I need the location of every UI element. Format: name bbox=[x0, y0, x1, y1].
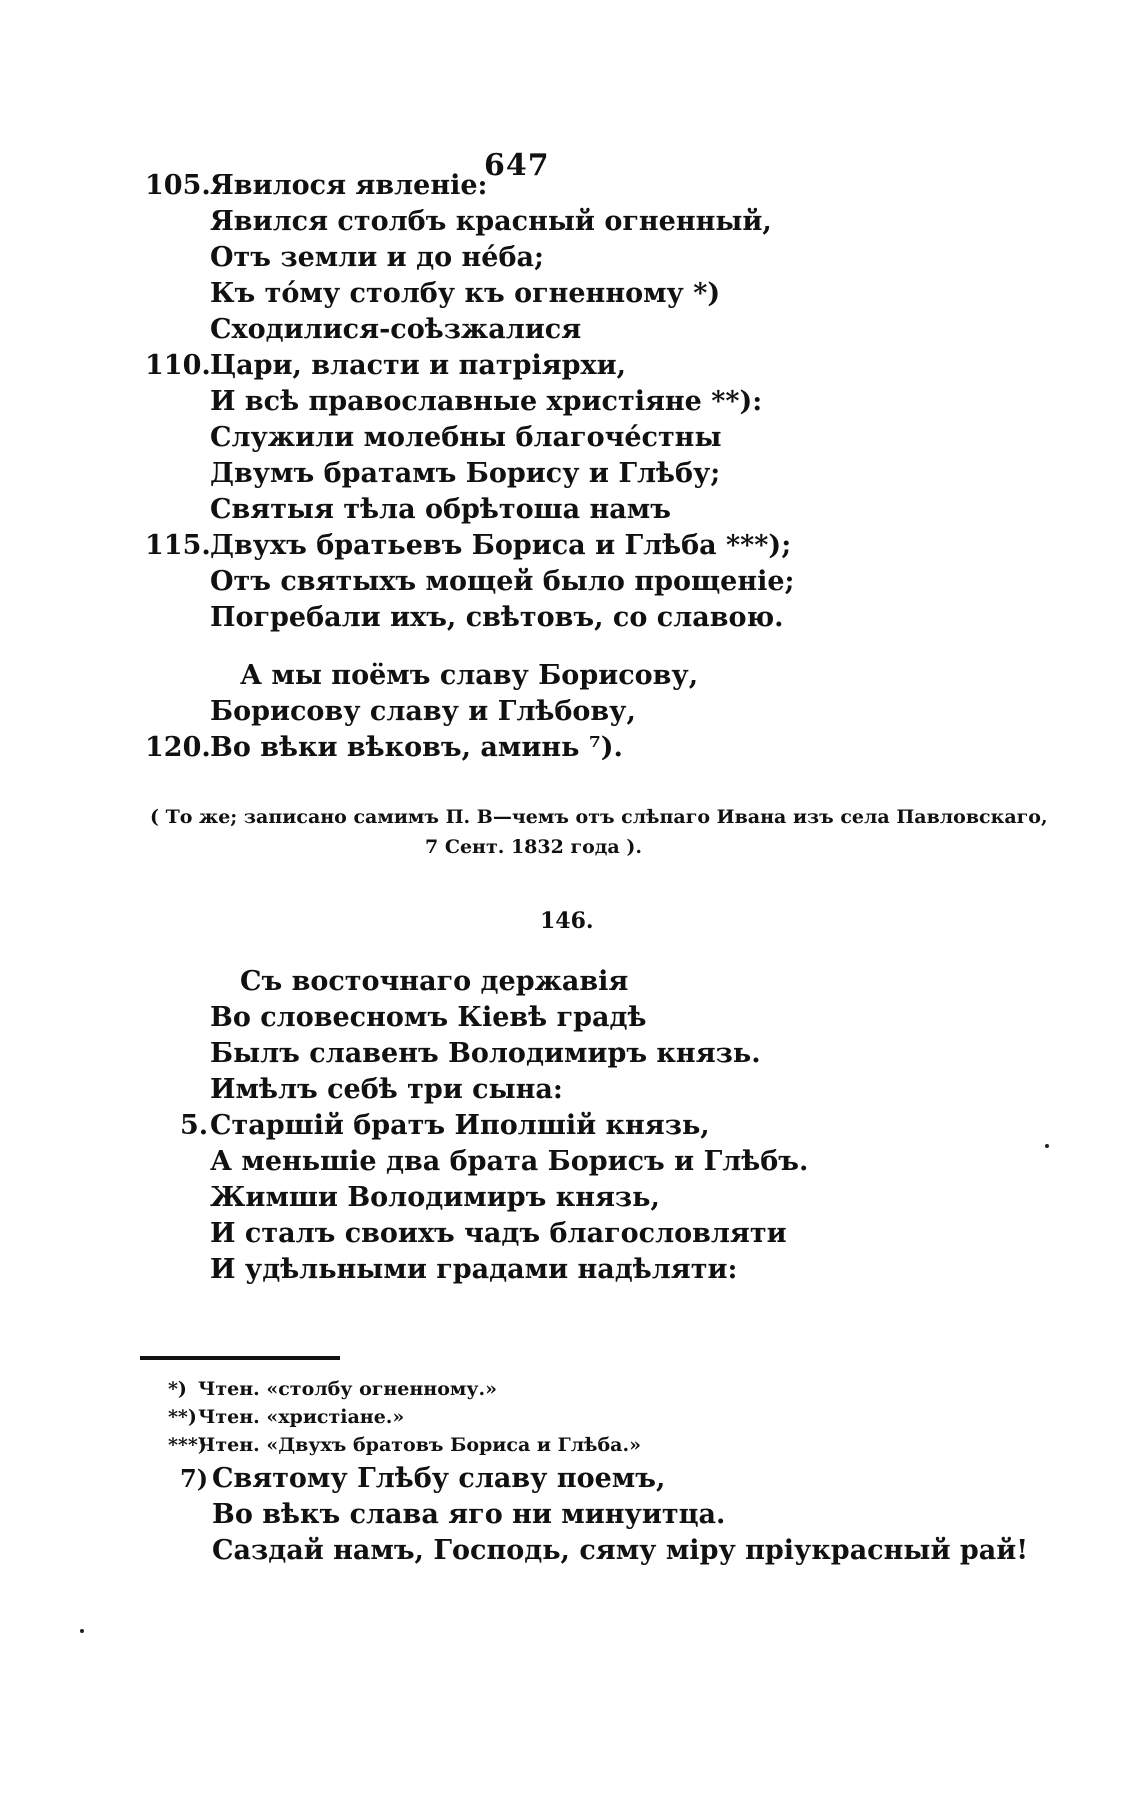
source-note-line2: 7 Сент. 1832 года ). bbox=[425, 836, 642, 858]
line-number: 110. bbox=[145, 350, 211, 381]
verse-line: А мы поёмъ славу Борисову, bbox=[240, 660, 699, 691]
verse-line: Погребали ихъ, свѣтовъ, со славою. bbox=[210, 602, 784, 633]
verse-line: Во словесномъ Кіевѣ градѣ bbox=[210, 1002, 647, 1033]
footnote-mark: *) bbox=[168, 1378, 187, 1400]
footnote-divider bbox=[140, 1356, 340, 1360]
verse-line: Жимши Володимиръ князь, bbox=[210, 1182, 660, 1213]
line-number: 120. bbox=[145, 732, 211, 763]
footnote bbox=[168, 1378, 497, 1400]
verse-line: Святыя тѣла обрѣтоша намъ bbox=[210, 494, 671, 525]
line-number: 5. bbox=[180, 1110, 209, 1141]
line-number: 115. bbox=[145, 530, 211, 561]
footnote-mark: 7) bbox=[180, 1464, 209, 1493]
footnote bbox=[168, 1434, 641, 1456]
verse-line: Борисову славу и Глѣбову, bbox=[210, 696, 636, 727]
verse-line bbox=[145, 530, 791, 561]
verse-line bbox=[145, 732, 623, 763]
line-number: 105. bbox=[145, 170, 211, 201]
verse-line: И сталъ своихъ чадъ благословляти bbox=[210, 1218, 787, 1249]
verse-line: И всѣ православные христіяне **): bbox=[210, 386, 763, 417]
verse-line bbox=[145, 350, 626, 381]
verse-line bbox=[180, 1110, 710, 1141]
verse-line: Сходилися-соѣзжалися bbox=[210, 314, 582, 345]
page-number: 647 bbox=[484, 148, 550, 183]
footnote-mark: **) bbox=[168, 1406, 197, 1428]
footnote-mark: ***) bbox=[168, 1434, 207, 1456]
verse-line: Отъ земли и до нéба; bbox=[210, 242, 544, 273]
verse-line: Къ тóму столбу къ огненному *) bbox=[210, 278, 721, 309]
verse-line: Явился столбъ красный огненный, bbox=[210, 206, 772, 237]
footnote-text: Чтен. «христіане.» bbox=[198, 1406, 405, 1428]
section-number: 146. bbox=[540, 908, 594, 934]
verse-text: Двухъ братьевъ Бориса и Глѣба ***); bbox=[210, 530, 792, 561]
verse-line: Имѣлъ себѣ три сына: bbox=[210, 1074, 563, 1105]
verse-line: Съ восточнаго державія bbox=[240, 966, 629, 997]
footnote-7-line: Святому Глѣбу славу поемъ, bbox=[212, 1463, 666, 1494]
scan-speck bbox=[80, 1629, 84, 1633]
verse-line: А меньшіе два брата Борисъ и Глѣбъ. bbox=[210, 1146, 809, 1177]
verse-text: Явилося явленіе: bbox=[210, 170, 488, 201]
footnote-7 bbox=[180, 1463, 665, 1494]
verse-line bbox=[145, 170, 488, 201]
verse-text: Во вѣки вѣковъ, аминь ⁷). bbox=[210, 732, 623, 763]
footnote-text: Чтен. «столбу огненному.» bbox=[198, 1378, 498, 1400]
scan-speck bbox=[1045, 1144, 1049, 1148]
verse-line: Двумъ братамъ Борису и Глѣбу; bbox=[210, 458, 721, 489]
verse-line: И удѣльными градами надѣляти: bbox=[210, 1254, 738, 1285]
footnote-7-line: Саздай намъ, Господь, сяму міру пріукрасный рай! bbox=[212, 1535, 1029, 1566]
verse-line: Отъ святыхъ мощей было прощеніе; bbox=[210, 566, 795, 597]
footnote-text: Чтен. «Двухъ братовъ Бориса и Глѣба.» bbox=[198, 1434, 641, 1456]
footnote bbox=[168, 1406, 404, 1428]
verse-text: Цари, власти и патріярхи, bbox=[210, 350, 627, 381]
source-note-line1: ( То же; записано самимъ П. В—чемъ отъ слѣпаго Ивана изъ села Павловскаго, bbox=[150, 806, 1048, 828]
footnote-7-line: Во вѣкъ слава яго ни минуитца. bbox=[212, 1499, 726, 1530]
verse-text: Старшій братъ Иполшій князь, bbox=[210, 1110, 710, 1141]
verse-line: Служили молебны благочéстны bbox=[210, 422, 722, 453]
verse-line: Былъ славенъ Володимиръ князь. bbox=[210, 1038, 761, 1069]
